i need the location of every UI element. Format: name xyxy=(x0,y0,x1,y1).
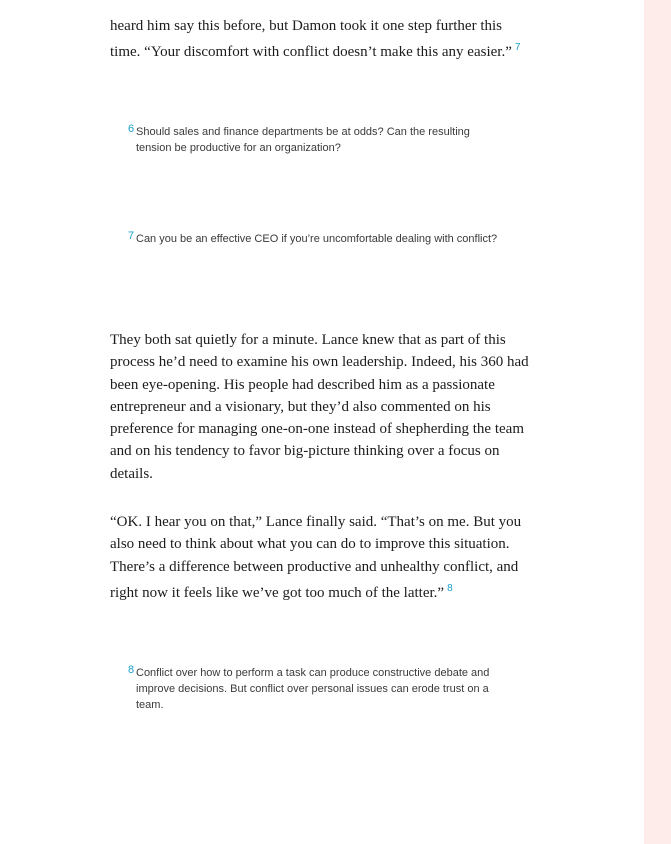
side-strip xyxy=(644,0,671,844)
paragraph-text: They both sat quietly for a minute. Lance knew that as part of this process he’d need to examine his own leadership. Indeed, his 360 had been eye-opening. His people had described him as a passionate entrepreneur and a visionary, but they’d also commented on his preference for managing one-on-one instead of shepherding the team and on his tendency to favor big-picture thinking over a focus on details. xyxy=(110,332,529,482)
footnote-text: Should sales and finance departments be at odds? Can the resulting tension be productive for an organization? xyxy=(136,126,470,154)
footnote-number: 7 xyxy=(128,230,135,242)
footnote-8 xyxy=(128,666,508,713)
footnote-number: 6 xyxy=(128,123,135,135)
footnote-text: Can you be an effective CEO if you’re uncomfortable dealing with conflict? xyxy=(136,233,498,245)
paragraph-text: heard him say this before, but Damon took it one step further this time. “Your discomfort with conflict doesn’t make this any easier.” xyxy=(110,18,512,61)
footnote-number: 8 xyxy=(128,664,135,676)
footnote-ref-7[interactable]: 7 xyxy=(514,42,521,54)
paragraph-text: “OK. I hear you on that,” Lance finally said. “That’s on me. But you also need to think about what you can do to improve this situation. There’s a difference between productive and unhealthy conflict, and right now it feels like we’ve got too much of the latter.” xyxy=(110,514,522,601)
body-paragraph-1 xyxy=(110,15,535,64)
body-paragraph-2 xyxy=(110,329,535,485)
footnote-7 xyxy=(128,232,508,248)
body-paragraph-3 xyxy=(110,511,535,604)
footnote-6 xyxy=(128,125,508,157)
footnote-text: Conflict over how to perform a task can produce constructive debate and improve decisions. But conflict over personal issues can erode trust on a team. xyxy=(136,667,490,711)
footnote-ref-8[interactable]: 8 xyxy=(447,582,453,594)
